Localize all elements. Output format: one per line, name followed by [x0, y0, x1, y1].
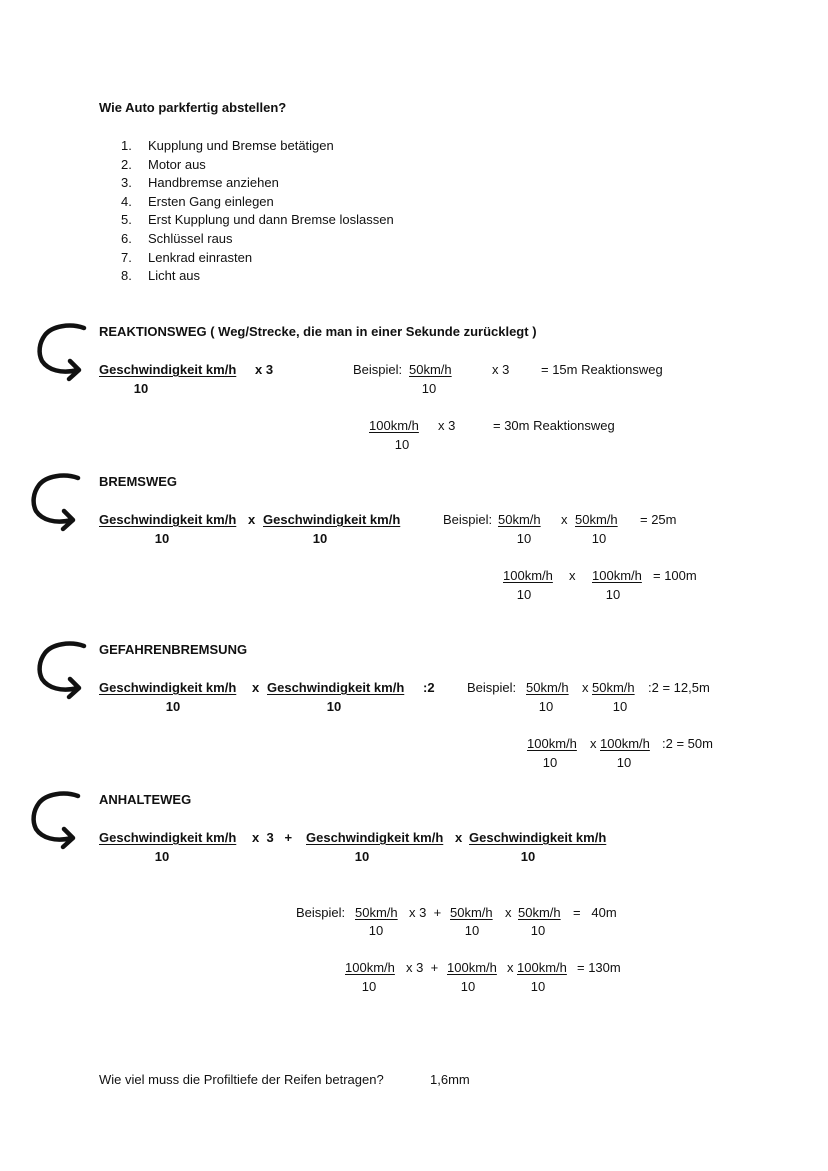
example-label: Beispiel:: [467, 680, 517, 695]
question-text: Wie viel muss die Profiltiefe der Reifen betragen?: [99, 1072, 384, 1087]
formula-operator: x: [252, 680, 260, 695]
example-operator: x: [582, 680, 589, 695]
example-denominator: 10: [516, 531, 532, 546]
formula-operator: x 3: [255, 362, 274, 377]
example-operator: x 3: [438, 418, 456, 433]
example-result: = 15m Reaktionsweg: [541, 362, 663, 377]
page-title: Wie Auto parkfertig abstellen?: [99, 100, 287, 115]
formula-numerator: Geschwindigkeit km/h: [99, 830, 237, 845]
example-denominator: 10: [460, 979, 476, 994]
example-denominator: 10: [538, 699, 554, 714]
formula-operator: x: [455, 830, 463, 845]
formula-denominator: 10: [312, 531, 328, 546]
formula-numerator: Geschwindigkeit km/h: [267, 680, 405, 695]
formula-denominator: 10: [520, 849, 536, 864]
example-denominator: 10: [530, 923, 546, 938]
formula-divisor: :2: [423, 680, 435, 695]
example-label: Beispiel:: [443, 512, 493, 527]
example-denominator: 10: [394, 437, 410, 452]
example-label: Beispiel:: [296, 905, 346, 920]
list-item: 5. Erst Kupplung und dann Bremse loslassen: [121, 212, 394, 228]
section-heading-gefahrenbremsung: GEFAHRENBREMSUNG: [99, 642, 248, 657]
example-result: = 25m: [640, 512, 677, 527]
example-denominator: 10: [612, 699, 628, 714]
example-numerator: 100km/h: [527, 736, 577, 751]
formula-denominator: 10: [326, 699, 342, 714]
example-numerator: 50km/h: [592, 680, 635, 695]
formula-denominator: 10: [154, 531, 170, 546]
formula-operator: x 3 +: [252, 830, 293, 845]
formula-numerator: Geschwindigkeit km/h: [469, 830, 607, 845]
formula-numerator: Geschwindigkeit km/h: [99, 362, 237, 377]
section-heading-reaktionsweg: REAKTIONSWEG ( Weg/Strecke, die man in einer Sekunde zurücklegt ): [99, 324, 537, 339]
example-denominator: 10: [530, 979, 546, 994]
example-denominator: 10: [464, 923, 480, 938]
section-heading-anhalteweg: ANHALTEWEG: [99, 792, 192, 807]
example-numerator: 100km/h: [600, 736, 650, 751]
example-operator: x: [590, 736, 597, 751]
example-operator: x: [561, 512, 568, 527]
example-operator: x: [569, 568, 576, 583]
example-numerator: 50km/h: [355, 905, 398, 920]
list-item: 7. Lenkrad einrasten: [121, 249, 253, 265]
example-numerator: 50km/h: [498, 512, 541, 527]
example-result: = 100m: [653, 568, 697, 583]
example-result: :2 = 50m: [662, 736, 713, 751]
example-numerator: 50km/h: [450, 905, 493, 920]
formula-denominator: 10: [154, 849, 170, 864]
example-denominator: 10: [516, 587, 532, 602]
example-numerator: 100km/h: [447, 960, 497, 975]
list-item: 3. Handbremse anziehen: [121, 175, 279, 191]
example-denominator: 10: [542, 755, 558, 770]
example-operator: x: [505, 905, 512, 920]
example-operator: x: [507, 960, 514, 975]
example-numerator: 100km/h: [503, 568, 553, 583]
list-item: 8. Licht aus: [121, 268, 201, 284]
curved-arrow-icon: [30, 790, 80, 850]
example-result: :2 = 12,5m: [648, 680, 710, 695]
example-numerator: 100km/h: [345, 960, 395, 975]
example-result: = 30m Reaktionsweg: [493, 418, 615, 433]
example-denominator: 10: [361, 979, 377, 994]
curved-arrow-icon: [36, 640, 86, 700]
example-label: Beispiel:: [353, 362, 403, 377]
list-item: 1. Kupplung und Bremse betätigen: [121, 138, 334, 153]
formula-denominator: 10: [165, 699, 181, 714]
formula-denominator: 10: [354, 849, 370, 864]
answer-text: 1,6mm: [430, 1072, 470, 1087]
formula-numerator: Geschwindigkeit km/h: [263, 512, 401, 527]
example-denominator: 10: [421, 381, 437, 396]
example-result: = 130m: [577, 960, 621, 975]
formula-numerator: Geschwindigkeit km/h: [99, 512, 237, 527]
curved-arrow-icon: [30, 472, 80, 532]
example-numerator: 100km/h: [517, 960, 567, 975]
list-item: 4. Ersten Gang einlegen: [121, 193, 274, 209]
example-numerator: 50km/h: [409, 362, 452, 377]
example-operator: x 3 +: [406, 960, 439, 975]
example-result: = 40m: [573, 905, 617, 920]
example-denominator: 10: [605, 587, 621, 602]
example-numerator: 50km/h: [526, 680, 569, 695]
example-operator: x 3: [492, 362, 510, 377]
steps-list: [121, 137, 394, 286]
example-denominator: 10: [616, 755, 632, 770]
example-numerator: 50km/h: [518, 905, 561, 920]
list-item: 6. Schlüssel raus: [121, 230, 233, 246]
formula-numerator: Geschwindigkeit km/h: [99, 680, 237, 695]
formula-numerator: Geschwindigkeit km/h: [306, 830, 444, 845]
curved-arrow-icon: [36, 322, 86, 382]
example-numerator: 100km/h: [592, 568, 642, 583]
formula-denominator: 10: [133, 381, 149, 396]
section-heading-bremsweg: BREMSWEG: [99, 474, 177, 489]
example-numerator: 50km/h: [575, 512, 618, 527]
example-numerator: 100km/h: [369, 418, 419, 433]
list-item: 2. Motor aus: [121, 156, 206, 172]
example-denominator: 10: [368, 923, 384, 938]
formula-operator: x: [248, 512, 256, 527]
example-denominator: 10: [591, 531, 607, 546]
example-operator: x 3 +: [409, 905, 442, 920]
